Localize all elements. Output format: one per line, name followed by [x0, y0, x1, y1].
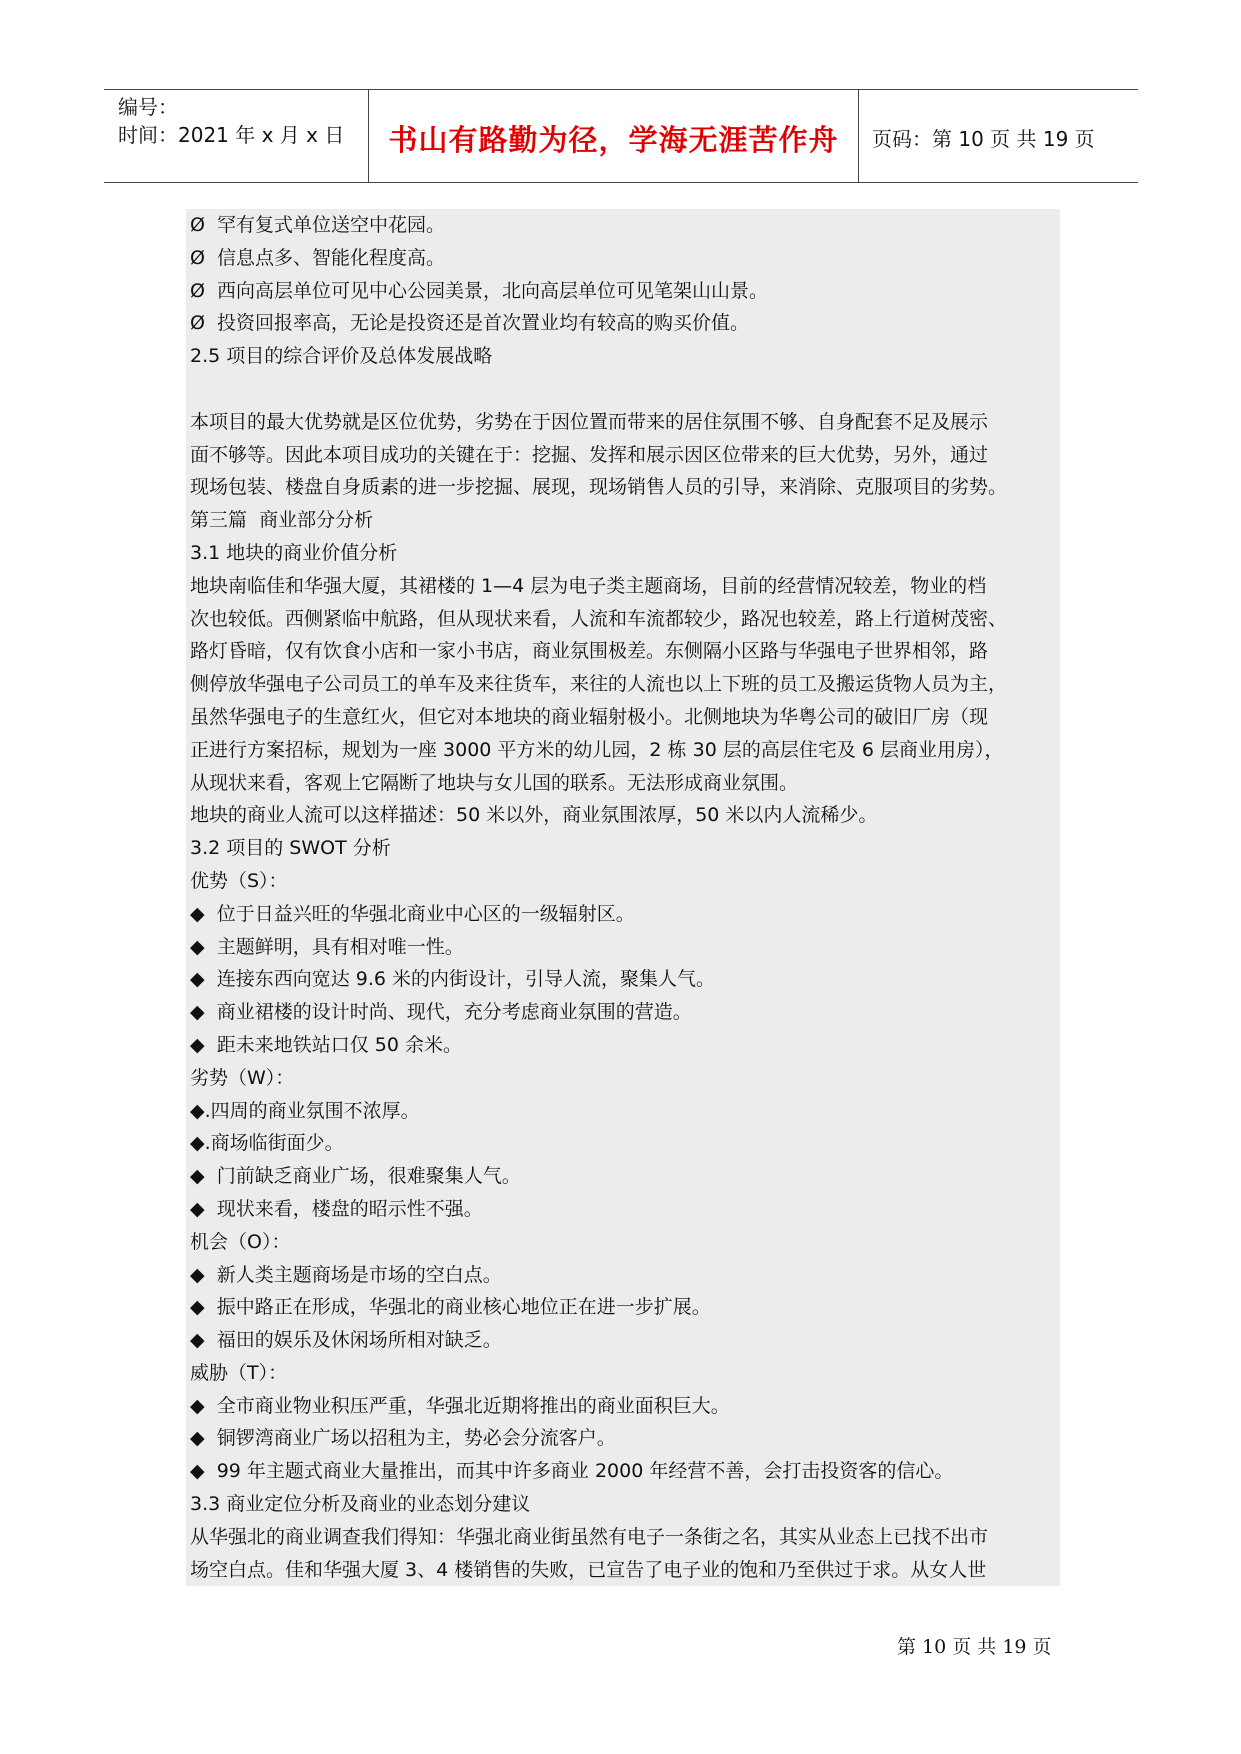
body-line: ◆ 门前缺乏商业广场，很难聚集人气。 — [190, 1165, 521, 1188]
body-line: ◆ 新人类主题商场是市场的空白点。 — [190, 1263, 502, 1286]
body-line: 3.2 项目的 SWOT 分析 — [190, 837, 391, 860]
body-line: ◆.四周的商业氛围不浓厚。 — [190, 1099, 420, 1122]
body-line: 地块南临佳和华强大厦，其裙楼的 1—4 层为电子类主题商场，目前的经营情况较差，物业的档 — [190, 574, 987, 597]
body-line: ◆ 位于日益兴旺的华强北商业中心区的一级辐射区。 — [190, 902, 635, 925]
body-line: Ø 罕有复式单位送空中花园。 — [190, 214, 446, 236]
body-line: 机会（O）： — [190, 1230, 291, 1253]
header-meta — [118, 93, 344, 149]
body-line: Ø 信息点多、智能化程度高。 — [190, 246, 446, 269]
header-page-number: 页码：第 10 页 共 19 页 — [872, 127, 1095, 151]
body-line: ◆ 连接东西向宽达 9.6 米的内街设计，引导人流，聚集人气。 — [190, 968, 715, 991]
body-line: ◆ 铜锣湾商业广场以招租为主，势必会分流客户。 — [190, 1427, 616, 1450]
body-line: ◆ 福田的娱乐及休闲场所相对缺乏。 — [190, 1329, 502, 1352]
body-line: ◆ 现状来看，楼盘的昭示性不强。 — [190, 1197, 483, 1220]
body-line: 本项目的最大优势就是区位优势，劣势在于因位置而带来的居住氛围不够、自身配套不足及展示 — [190, 410, 989, 433]
document-time-label: 时间：2021 年 x 月 x 日 — [118, 123, 345, 147]
body-line: Ø 投资回报率高，无论是投资还是首次置业均有较高的购买价值。 — [190, 312, 750, 335]
body-line: 现场包装、楼盘自身质素的进一步挖掘、展现，现场销售人员的引导，来消除、克服项目的劣势。 — [190, 476, 1008, 499]
body-line: 面不够等。因此本项目成功的关键在于：挖掘、发挥和展示因区位带来的巨大优势，另外，通过 — [190, 443, 989, 466]
document-body — [186, 209, 1060, 1586]
body-line: 正进行方案招标，规划为一座 3000 平方米的幼儿园，2 栋 30 层的高层住宅及 6 层商业用房）， — [190, 738, 1004, 761]
header-bottom-rule — [104, 182, 1138, 183]
body-line: 从现状来看，客观上它隔断了地块与女儿国的联系。无法形成商业氛围。 — [190, 771, 799, 794]
document-number-label: 编号： — [118, 95, 178, 119]
body-line: 劣势（W）： — [190, 1066, 295, 1089]
body-line: 威胁（T）： — [190, 1361, 288, 1384]
body-line — [186, 373, 1060, 406]
body-line: ◆ 距未来地铁站口仅 50 余米。 — [190, 1033, 462, 1056]
body-line: 侧停放华强电子公司员工的单车及来往货车，来往的人流也以上下班的员工及搬运货物人员为主， — [190, 673, 1008, 696]
body-line: 虽然华强电子的生意红火，但它对本地块的商业辐射极小。北侧地块为华粤公司的破旧厂房（现 — [190, 705, 989, 728]
header-divider-right — [858, 89, 859, 183]
body-line: 3.3 商业定位分析及商业的业态划分建议 — [190, 1493, 531, 1516]
header-top-rule — [104, 89, 1138, 90]
body-line: 第三篇 商业部分分析 — [190, 509, 374, 532]
body-line: 场空白点。佳和华强大厦 3、4 楼销售的失败，已宣告了电子业的饱和乃至供过于求。从女人世 — [190, 1558, 987, 1581]
body-line: ◆.商场临街面少。 — [190, 1132, 344, 1155]
body-line: 次也较低。西侧紧临中航路，但从现状来看，人流和车流都较少，路况也较差，路上行道树茂密、 — [190, 607, 1008, 630]
body-line: ◆ 商业裙楼的设计时尚、现代，充分考虑商业氛围的营造。 — [190, 1001, 692, 1024]
body-line: Ø 西向高层单位可见中心公园美景，北向高层单位可见笔架山山景。 — [190, 279, 769, 302]
body-line: 2.5 项目的综合评价及总体发展战略 — [190, 345, 493, 368]
body-line: ◆ 99 年主题式商业大量推出，而其中许多商业 2000 年经营不善，会打击投资客的信心。 — [190, 1460, 954, 1483]
body-line: ◆ 振中路正在形成，华强北的商业核心地位正在进一步扩展。 — [190, 1296, 711, 1319]
body-line: 3.1 地块的商业价值分析 — [190, 541, 398, 564]
footer-page-number: 第 10 页 共 19 页 — [897, 1636, 1052, 1658]
header-motto: 书山有路勤为径，学海无涯苦作舟 — [388, 123, 839, 157]
body-line: 从华强北的商业调查我们得知：华强北商业街虽然有电子一条街之名，其实从业态上已找不出市 — [190, 1525, 989, 1548]
body-line: ◆ 主题鲜明，具有相对唯一性。 — [190, 935, 464, 958]
body-line: ◆ 全市商业物业积压严重，华强北近期将推出的商业面积巨大。 — [190, 1394, 730, 1417]
body-line: 优势（S）： — [190, 869, 288, 892]
body-line: 地块的商业人流可以这样描述：50 米以外，商业氛围浓厚，50 米以内人流稀少。 — [190, 804, 878, 827]
body-line: 路灯昏暗，仅有饮食小店和一家小书店，商业氛围极差。东侧隔小区路与华强电子世界相邻，路 — [190, 640, 989, 663]
